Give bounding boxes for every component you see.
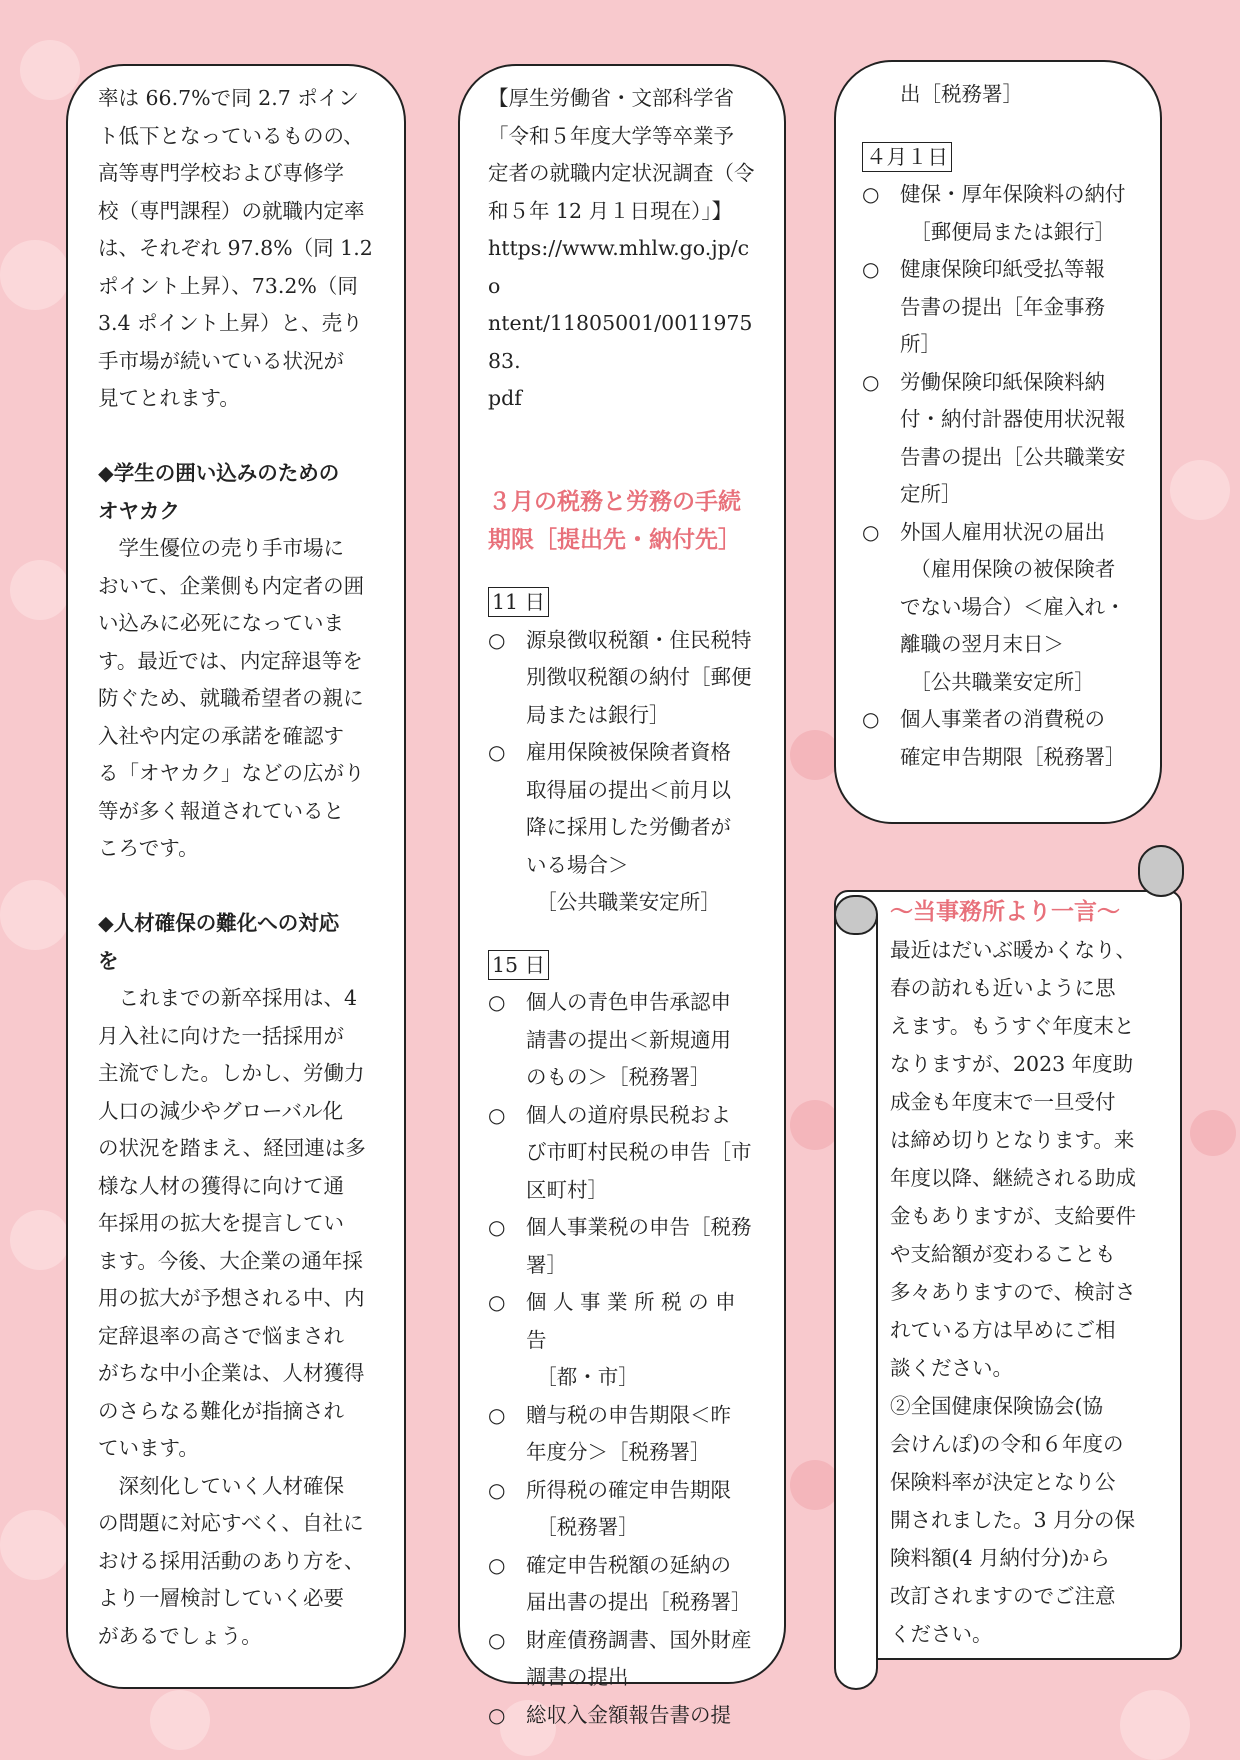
deadline-item: [862, 364, 1136, 514]
text-line: 春の訪れも近いように思: [890, 976, 1116, 1000]
text-line: 取得届の提出＜前月以: [526, 777, 731, 802]
text-line: ます。今後、大企業の通年採: [98, 1248, 363, 1273]
text-line: ［都・市］: [536, 1365, 639, 1389]
text-line: 源泉徴収税額・住民税特: [526, 627, 752, 652]
text-line: 定辞退率の高さで悩まされ: [98, 1323, 344, 1348]
text-line: ②全国健康保険協会(協: [890, 1394, 1103, 1418]
deadline-item-text: [900, 701, 1136, 776]
text-line: 3.4 ポイント上昇）と、売り: [98, 311, 363, 335]
paragraph-recruitment: [98, 980, 378, 1468]
circle-bullet-icon: ○: [488, 1215, 506, 1239]
text-line: 用の拡大が予想される中、内: [98, 1286, 365, 1310]
text-line: 個人の青色申告承認申: [526, 990, 731, 1014]
continuation-text: 出［税務署］: [900, 82, 1023, 106]
flower-decoration: [0, 240, 70, 310]
scroll-curl-right: [1138, 845, 1184, 897]
text-line: pdf: [488, 386, 522, 410]
source-citation: [488, 80, 760, 230]
text-line: いる場合＞: [526, 852, 629, 877]
text-line: おける採用活動のあり方を、: [98, 1548, 365, 1573]
text-line: ［公共職業安定所］: [536, 890, 721, 914]
text-line: 確定申告期限［税務署］: [900, 744, 1126, 769]
text-line: のもの＞［税務署］: [526, 1065, 711, 1089]
text-line: は、それぞれ 97.8%（同 1.2: [98, 236, 373, 260]
text-line: び市町村民税の申告［市: [526, 1140, 752, 1164]
text-line: 個 人 事 業 所 税 の 申 告: [526, 1290, 736, 1352]
date-label-april-1: ４月１日: [862, 142, 952, 172]
text-line: これまでの新卒採用は、4: [118, 986, 358, 1010]
circle-bullet-icon: ○: [488, 1290, 506, 1314]
text-line: 多々ありますので、検討さ: [890, 1280, 1136, 1304]
text-line: ［公共職業安定所］: [910, 669, 1095, 694]
text-line: 降に採用した労働者が: [526, 815, 731, 839]
section-heading-recruitment: [98, 905, 378, 980]
flower-decoration: [10, 1210, 70, 1270]
intro-paragraph: [98, 80, 378, 418]
deadline-item-text: [526, 1622, 760, 1697]
deadline-item: [488, 1397, 760, 1472]
deadline-item-text: [526, 1097, 760, 1210]
deadline-item: [488, 1097, 760, 1210]
flower-decoration: [1120, 1690, 1190, 1760]
text-line: でない場合）＜雇入れ・: [900, 594, 1126, 619]
text-line: 入社や内定の承諾を確認す: [98, 723, 344, 748]
text-line: えます。もうすぐ年度末と: [890, 1014, 1135, 1038]
text-line: 雇用保険被保険者資格: [526, 740, 731, 764]
text-line: 告書の提出［年金事務: [900, 294, 1105, 319]
text-line: ています。: [98, 1436, 199, 1460]
deadline-item: [862, 701, 1136, 776]
office-note-text: [890, 931, 1152, 1653]
flower-decoration: [10, 560, 70, 620]
text-line: 【厚生労働省・文部科学省: [488, 86, 734, 110]
deadline-item: [488, 1547, 760, 1622]
deadline-item: [488, 1209, 760, 1284]
text-line: 率は 66.7%で同 2.7 ポイン: [98, 86, 359, 110]
flower-decoration: [790, 1460, 840, 1510]
text-line: より一層検討していく必要: [98, 1586, 344, 1610]
text-line: 年採用の拡大を提言してい: [98, 1211, 344, 1235]
text-line: 学生優位の売り手市場に: [118, 536, 344, 560]
deadline-list-april-1: [862, 176, 1136, 776]
text-line: オヤカク: [98, 498, 180, 523]
article-column-1: [66, 64, 406, 1689]
deadline-item-text: [900, 251, 1136, 364]
flower-decoration: [790, 1100, 840, 1150]
text-line: 会けんぽ)の令和６年度の: [890, 1432, 1124, 1456]
text-line: 定所］: [900, 482, 962, 506]
text-line: 最近はだいぶ暖かくなり、: [890, 938, 1136, 962]
text-line: ◆学生の囲い込みのための: [98, 461, 340, 485]
text-line: 別徴収税額の納付［郵便: [526, 665, 752, 689]
text-line: 健康保険印紙受払等報: [900, 257, 1105, 281]
deadline-item-text: [900, 176, 1136, 251]
flower-decoration: [20, 40, 80, 100]
text-line: ください。: [890, 1622, 993, 1646]
text-line: 健保・厚年保険料の納付: [900, 182, 1126, 206]
text-line: おいて、企業側も内定者の囲: [98, 573, 365, 598]
deadline-item-text: [526, 1697, 760, 1735]
flower-decoration: [1190, 1110, 1236, 1156]
circle-bullet-icon: ○: [488, 1702, 506, 1727]
schedule-section-title: [488, 483, 760, 559]
text-line: る「オヤカク」などの広がり: [98, 761, 365, 785]
text-line: 保険料率が決定となり公: [890, 1470, 1116, 1494]
paragraph-conclusion: [98, 1468, 378, 1656]
text-line: 高等専門学校および専修学: [98, 161, 344, 185]
text-line: 険料額(4 月納付分)から: [890, 1546, 1111, 1570]
text-line: 外国人雇用状況の届出: [900, 519, 1105, 544]
text-line: 所］: [900, 332, 941, 356]
text-line: ポイント上昇）、73.2%（同: [98, 273, 358, 298]
text-line: 改訂されますのでご注意: [890, 1584, 1116, 1608]
date-label-15: 15 日: [488, 950, 549, 980]
deadline-item-text: [900, 364, 1136, 514]
text-line: 個人の道府県民税およ: [526, 1102, 731, 1127]
deadline-item-text: [526, 622, 760, 735]
text-line: 労働保険印紙保険料納: [900, 369, 1105, 394]
flower-decoration: [0, 880, 70, 950]
text-line: の問題に対応すべく、自社に: [98, 1511, 364, 1535]
text-line: 見てとれます。: [98, 386, 240, 410]
text-line: 開されました。3 月分の保: [890, 1508, 1136, 1532]
text-line: 防ぐため、就職希望者の親に: [98, 686, 364, 710]
deadline-item-text: [526, 1472, 760, 1547]
flower-decoration: [790, 730, 840, 780]
text-line: 総収入金額報告書の提: [526, 1702, 731, 1727]
scroll-curl-top: [834, 895, 878, 935]
text-line: 年度以降、継続される助成: [890, 1166, 1136, 1190]
circle-bullet-icon: ○: [862, 257, 880, 281]
text-line: 付・納付計器使用状況報: [900, 407, 1126, 431]
text-line: を: [98, 948, 119, 973]
deadline-item: [488, 1284, 760, 1397]
deadline-item: [862, 176, 1136, 251]
text-line: 個人事業税の申告［税務: [526, 1215, 752, 1239]
deadline-list-11: [488, 622, 760, 922]
circle-bullet-icon: ○: [488, 1627, 506, 1652]
deadline-item: [488, 622, 760, 735]
deadline-item: [488, 1697, 760, 1735]
text-line: ◆人材確保の難化への対応: [98, 911, 340, 935]
circle-bullet-icon: ○: [488, 1552, 506, 1577]
text-line: い込みに必死になっていま: [98, 611, 344, 635]
section-heading-oyakaku: [98, 455, 378, 530]
article-column-3: [834, 60, 1162, 824]
deadline-item-text: [526, 734, 760, 922]
deadline-item-text: [526, 1397, 760, 1472]
text-line: ト低下となっているものの、: [98, 123, 364, 148]
source-url[interactable]: [488, 230, 760, 418]
circle-bullet-icon: ○: [488, 1477, 506, 1502]
circle-bullet-icon: ○: [488, 1402, 506, 1427]
text-line: （雇用保険の被保険者: [910, 557, 1116, 581]
text-line: ［郵便局または銀行］: [910, 219, 1116, 244]
text-line: す。最近では、内定辞退等を: [98, 648, 363, 673]
circle-bullet-icon: ○: [862, 182, 880, 206]
text-line: や支給額が変わることも: [890, 1242, 1116, 1266]
text-line: 金もありますが、支給要件: [890, 1204, 1136, 1228]
deadline-item-text: [526, 1284, 760, 1397]
text-line: 局または銀行］: [526, 702, 670, 727]
text-line: 署］: [526, 1252, 567, 1277]
text-line: れている方は早めにご相: [890, 1318, 1116, 1342]
flower-decoration: [1170, 460, 1230, 520]
text-line: 月入社に向けた一括採用が: [98, 1023, 344, 1048]
text-line: 談ください。: [890, 1356, 1013, 1380]
text-line: ［税務署］: [536, 1515, 639, 1539]
deadline-list-15: [488, 984, 760, 1734]
circle-bullet-icon: ○: [862, 369, 880, 394]
circle-bullet-icon: ○: [862, 707, 880, 731]
text-line: 人口の減少やグローバル化: [98, 1098, 343, 1123]
deadline-item: [862, 514, 1136, 702]
text-line: 深刻化していく人材確保: [118, 1473, 344, 1498]
circle-bullet-icon: ○: [862, 519, 880, 544]
text-line: 区町村］: [526, 1177, 608, 1202]
deadline-item: [488, 1472, 760, 1547]
text-line: があるでしょう。: [98, 1623, 262, 1648]
scroll-roll-left: [834, 895, 878, 1690]
text-line: の状況を踏まえ、経団連は多: [98, 1136, 366, 1160]
office-note-title: ～当事務所より一言～: [890, 898, 1120, 925]
text-line: 個人事業者の消費税の: [900, 707, 1105, 731]
date-label-11: 11 日: [488, 587, 549, 617]
text-line: 届出書の提出［税務署］: [526, 1590, 752, 1614]
office-note-content: [890, 893, 1152, 1653]
deadline-item: [488, 984, 760, 1097]
text-line: 調書の提出: [526, 1665, 629, 1689]
article-column-2: [458, 64, 786, 1727]
text-line: https://www.mhlw.go.jp/co: [488, 236, 750, 298]
circle-bullet-icon: ○: [488, 627, 506, 652]
text-line: 成金も年度末で一旦受付: [890, 1090, 1116, 1114]
text-line: 等が多く報道されていると: [98, 798, 344, 823]
text-line: がちな中小企業は、人材獲得: [98, 1361, 365, 1385]
text-line: 財産債務調書、国外財産: [526, 1627, 752, 1652]
text-line: 様な人材の獲得に向けて通: [98, 1173, 344, 1198]
text-line: 離職の翌月末日＞: [900, 632, 1064, 656]
text-line: 告書の提出［公共職業安: [900, 444, 1126, 469]
paragraph-oyakaku: [98, 530, 378, 868]
text-line: のさらなる難化が指摘され: [98, 1398, 344, 1423]
deadline-item-text: [526, 1547, 760, 1622]
text-line: 確定申告税額の延納の: [526, 1552, 731, 1577]
text-line: 「令和５年度大学等卒業予: [488, 123, 734, 148]
deadline-item-text: [526, 984, 760, 1097]
text-line: 主流でした。しかし、労働力: [98, 1061, 365, 1085]
circle-bullet-icon: ○: [488, 1102, 506, 1127]
circle-bullet-icon: ○: [488, 990, 506, 1014]
circle-bullet-icon: ○: [488, 740, 506, 764]
text-line: 請書の提出＜新規適用: [526, 1027, 731, 1052]
text-line: 期限［提出先・納付先］: [488, 526, 741, 553]
text-line: 手市場が続いている状況が: [98, 348, 344, 373]
text-line: ころです。: [98, 836, 199, 860]
text-line: ntent/11805001/001197583.: [488, 311, 753, 373]
text-line: 年度分＞［税務署］: [526, 1440, 711, 1464]
text-line: 贈与税の申告期限＜昨: [526, 1402, 731, 1427]
text-line: は締め切りとなります。来: [890, 1128, 1135, 1152]
text-line: ３月の税務と労務の手続: [488, 488, 741, 515]
deadline-item: [488, 734, 760, 922]
deadline-item: [488, 1622, 760, 1697]
text-line: 所得税の確定申告期限: [526, 1477, 731, 1502]
text-line: なりますが、2023 年度助: [890, 1052, 1134, 1076]
flower-decoration: [150, 1690, 210, 1750]
text-line: 定者の就職内定状況調査（令: [488, 161, 755, 185]
text-line: 和５年 12 月１日現在）」】: [488, 198, 733, 223]
deadline-item: [862, 251, 1136, 364]
text-line: 校（専門課程）の就職内定率: [98, 198, 365, 223]
deadline-item-text: [900, 514, 1136, 702]
deadline-item-text: [526, 1209, 760, 1284]
flower-decoration: [0, 1510, 70, 1580]
